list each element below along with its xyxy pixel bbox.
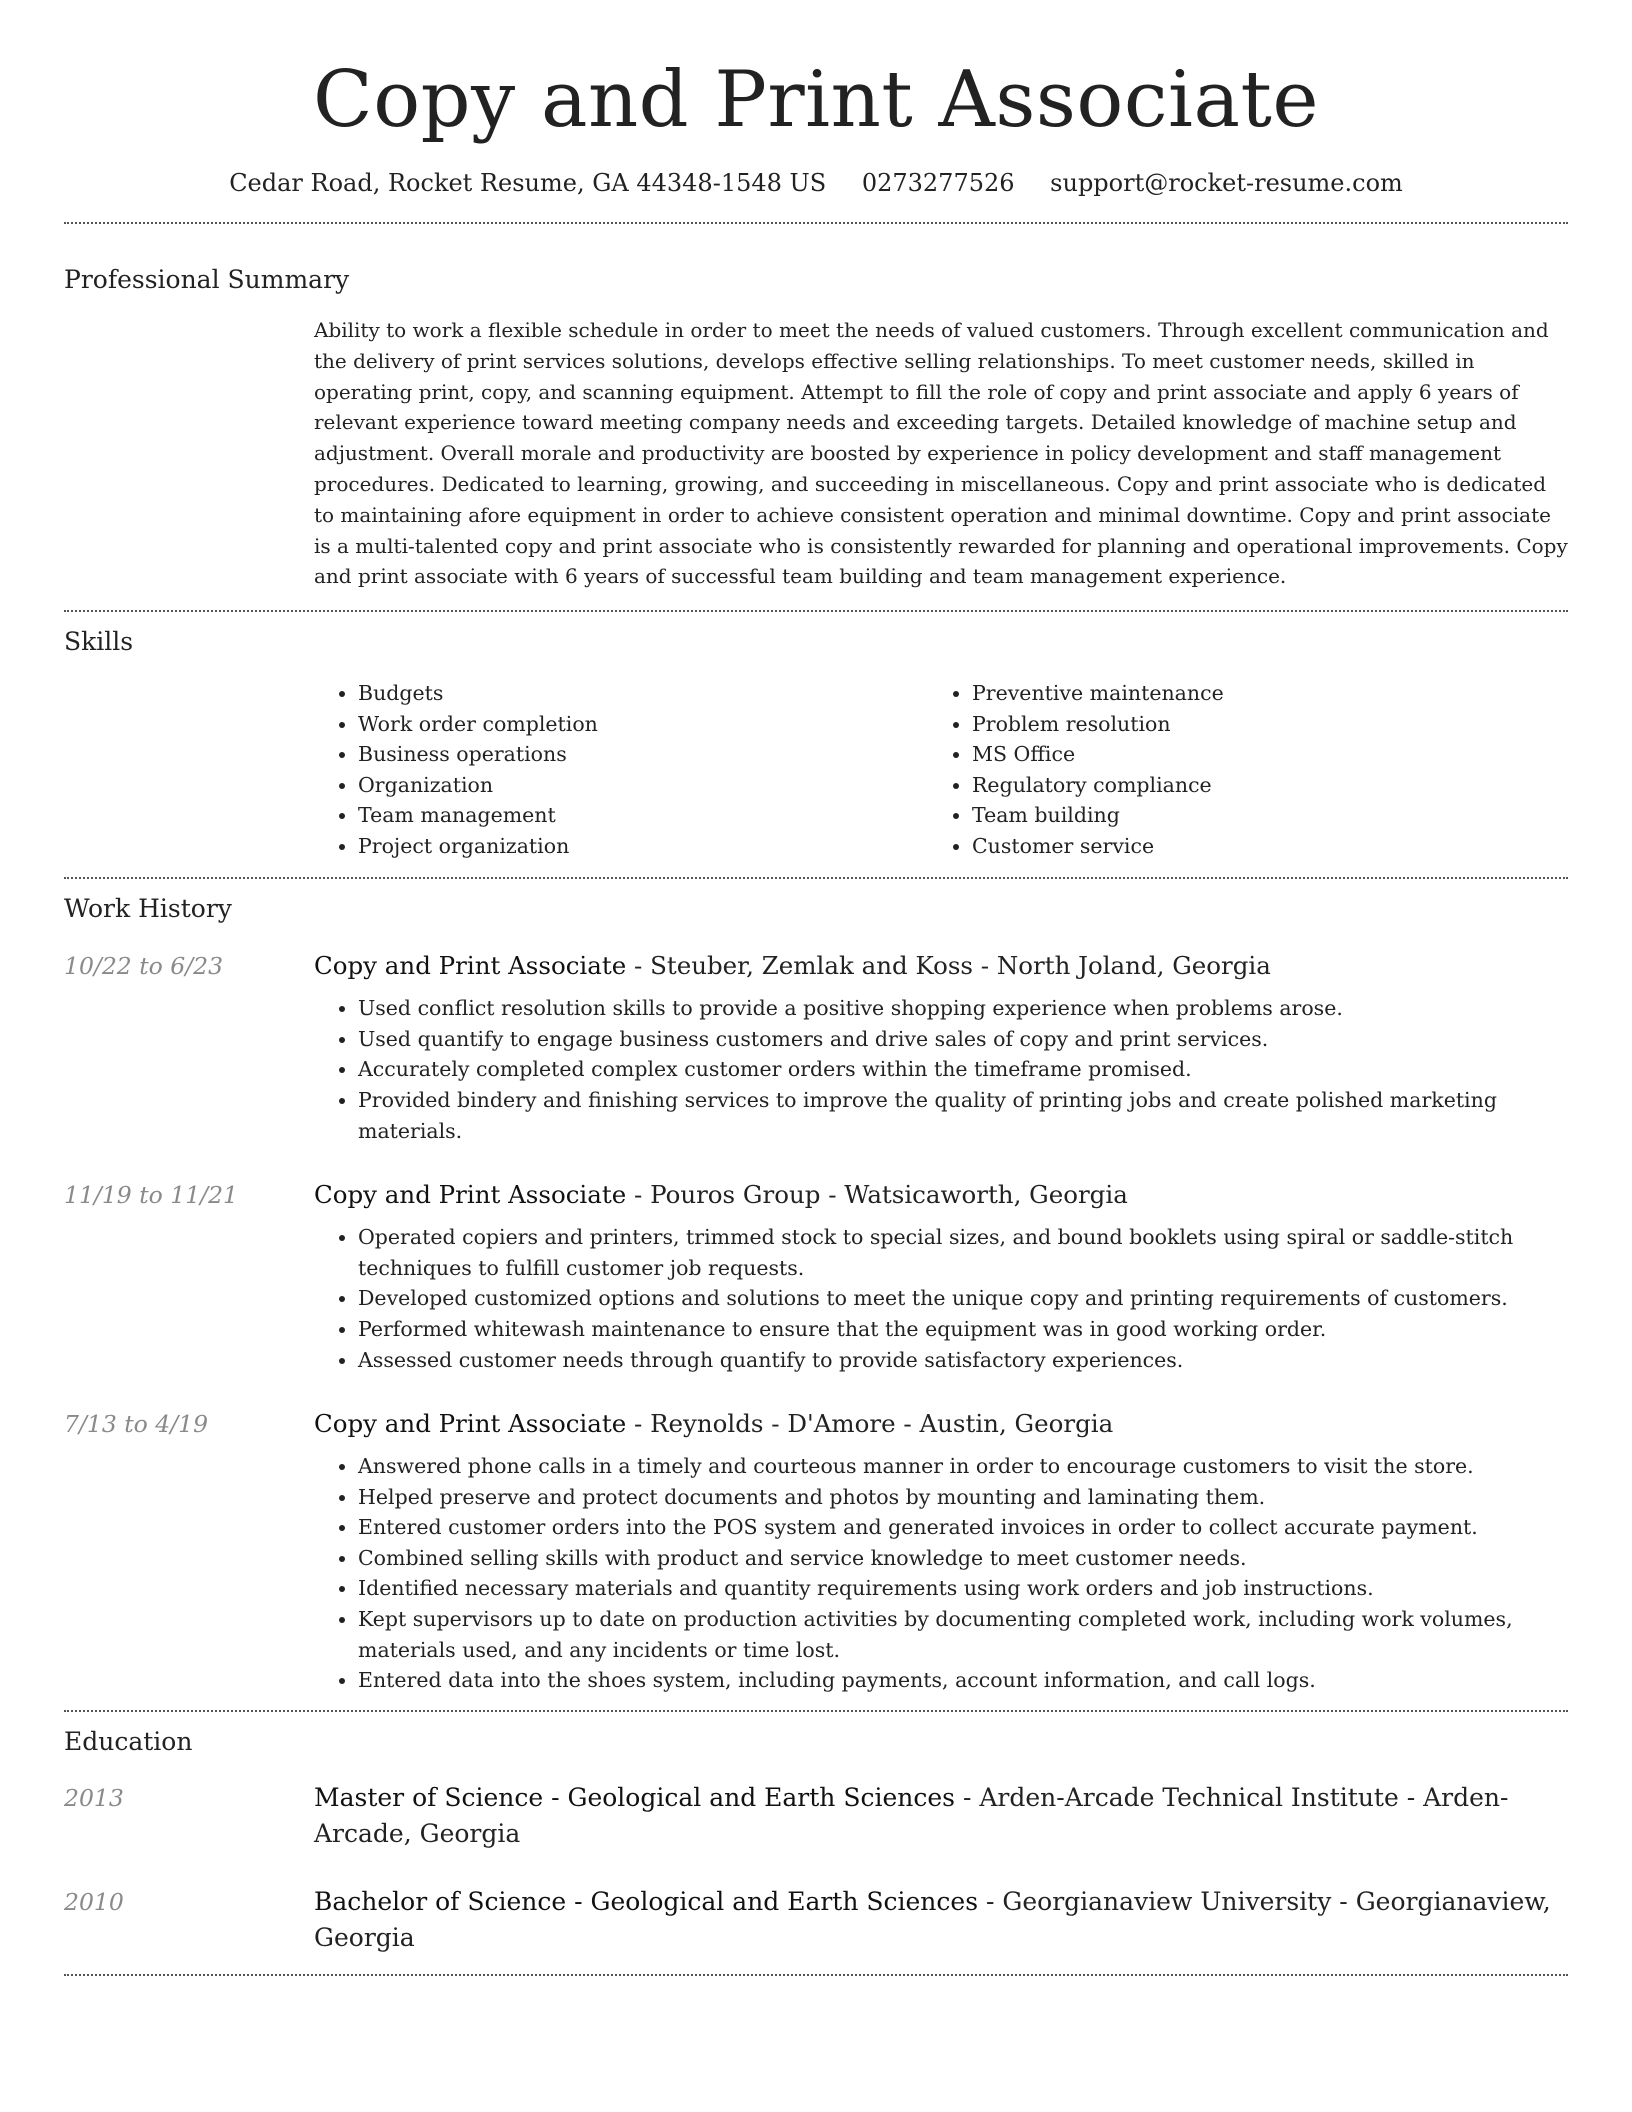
skill-item: • Team management [358,800,928,831]
section-divider [64,1974,1568,1976]
skill-item: • Problem resolution [972,709,1542,740]
job-bullet: • Used quantify to engage business customers and drive sales of copy and print services. [358,1024,1568,1055]
skills-column-left [314,678,928,861]
education-section [64,1712,1568,1974]
education-heading [314,1884,1568,1956]
education-entry [64,1780,1568,1852]
skill-item: • Business operations [358,739,928,770]
education-year: 2013 [64,1783,124,1812]
education-entry [64,1884,1568,1956]
education-degree: Master of Science - Geological and Earth Sciences [314,1782,955,1812]
job-entry [64,949,1568,1146]
skill-item: • Regulatory compliance [972,770,1542,801]
skills-column-right [928,678,1542,861]
job-dates: 11/19 to 11/21 [64,1181,238,1210]
skills-section [64,612,1568,877]
education-school: - Arden-Arcade Technical Institute - Arden-Arcade, Georgia [314,1782,1509,1848]
job-bullet: • Identified necessary materials and quantity requirements using work orders and job instructions. [358,1573,1568,1604]
job-bullet: • Performed whitewash maintenance to ensure that the equipment was in good working order. [358,1314,1568,1345]
job-bullets [314,1451,1568,1696]
skills-title: Skills [64,627,134,657]
education-year: 2010 [64,1887,124,1916]
job-employer: - Reynolds - D'Amore - Austin, Georgia [626,1409,1114,1439]
skill-item: • Team building [972,800,1542,831]
job-bullet: • Assessed customer needs through quantify to provide satisfactory experiences. [358,1345,1568,1376]
job-bullet: • Helped preserve and protect documents and photos by mounting and laminating them. [358,1482,1568,1513]
contact-email: support@rocket-resume.com [1050,169,1403,197]
work-title: Work History [64,894,232,924]
job-bullet: • Entered customer orders into the POS system and generated invoices in order to collect accurate payment. [358,1512,1568,1543]
job-heading [314,1178,1128,1212]
skill-item: • Customer service [972,831,1542,862]
contact-phone: 0273277526 [861,169,1015,197]
job-bullet: • Kept supervisors up to date on production activities by documenting completed work, including work volumes, materials used, and any incidents or time lost. [358,1604,1568,1665]
resume-name: Copy and Print Associate [313,55,1319,145]
job-bullet: • Developed customized options and solutions to meet the unique copy and printing requirements of customers. [358,1283,1568,1314]
contact-address: Cedar Road, Rocket Resume, GA 44348-1548 US [229,169,827,197]
job-heading [314,949,1271,983]
summary-text: Ability to work a flexible schedule in order to meet the needs of valued customers. Through excellent communication and the delivery of print services solutions, develops effective selling relationships. To meet customer needs, skilled in operating print, copy, and scanning equipment. Attempt to fill the role of copy and print associate and apply 6 years of relevant experience toward meeting company needs and exceeding targets. Detailed knowledge of machine setup and adjustment. Overall morale and productivity are boosted by experience in policy development and staff management procedures. Dedicated to learning, growing, and succeeding in miscellaneous. Copy and print associate who is dedicated to maintaining afore equipment in order to achieve consistent operation and minimal downtime. Copy and print associate is a multi-talented copy and print associate who is consistently rewarded for planning and operational improvements. Copy and print associate with 6 years of successful team building and team management experience. [314,318,1568,589]
skill-item: • MS Office [972,739,1542,770]
job-entry [64,1407,1568,1696]
job-bullet: • Answered phone calls in a timely and courteous manner in order to encourage customers to visit the store. [358,1451,1568,1482]
job-employer: - Pouros Group - Watsicaworth, Georgia [626,1180,1128,1210]
job-bullet: • Provided bindery and finishing services to improve the quality of printing jobs and create polished marketing materials. [358,1085,1568,1146]
job-bullets [314,1222,1568,1375]
job-bullet: • Combined selling skills with product and service knowledge to meet customer needs. [358,1543,1568,1574]
skill-item: • Budgets [358,678,928,709]
skills-list [314,678,1568,861]
job-entry [64,1178,1568,1375]
job-heading [314,1407,1113,1441]
education-degree: Bachelor of Science - Geological and Earth Sciences [314,1886,979,1916]
job-role: Copy and Print Associate [314,1180,627,1210]
job-role: Copy and Print Associate [314,1409,627,1439]
job-dates: 10/22 to 6/23 [64,952,224,981]
education-school: - Georgianaview University - Georgianaview, Georgia [314,1886,1551,1952]
skill-item: • Preventive maintenance [972,678,1542,709]
job-bullet: • Used conflict resolution skills to provide a positive shopping experience when problems arose. [358,993,1568,1024]
education-heading [314,1780,1568,1852]
summary-section [64,224,1568,610]
job-employer: - Steuber, Zemlak and Koss - North Joland, Georgia [626,951,1271,981]
skill-item: • Project organization [358,831,928,862]
job-dates: 7/13 to 4/19 [64,1410,209,1439]
job-role: Copy and Print Associate [314,951,627,981]
work-section [64,879,1568,1710]
job-bullet: • Entered data into the shoes system, including payments, account information, and call logs. [358,1665,1568,1696]
job-bullets [314,993,1568,1146]
job-bullet: • Operated copiers and printers, trimmed stock to special sizes, and bound booklets using spiral or saddle-stitch techniques to fulfill customer job requests. [358,1222,1568,1283]
skill-item: • Work order completion [358,709,928,740]
summary-title: Professional Summary [64,265,350,294]
resume-page [64,0,1568,1976]
job-bullet: • Accurately completed complex customer orders within the timeframe promised. [358,1054,1568,1085]
education-title: Education [64,1726,193,1756]
skill-item: • Organization [358,770,928,801]
resume-header [64,0,1568,200]
contact-line [64,166,1568,200]
